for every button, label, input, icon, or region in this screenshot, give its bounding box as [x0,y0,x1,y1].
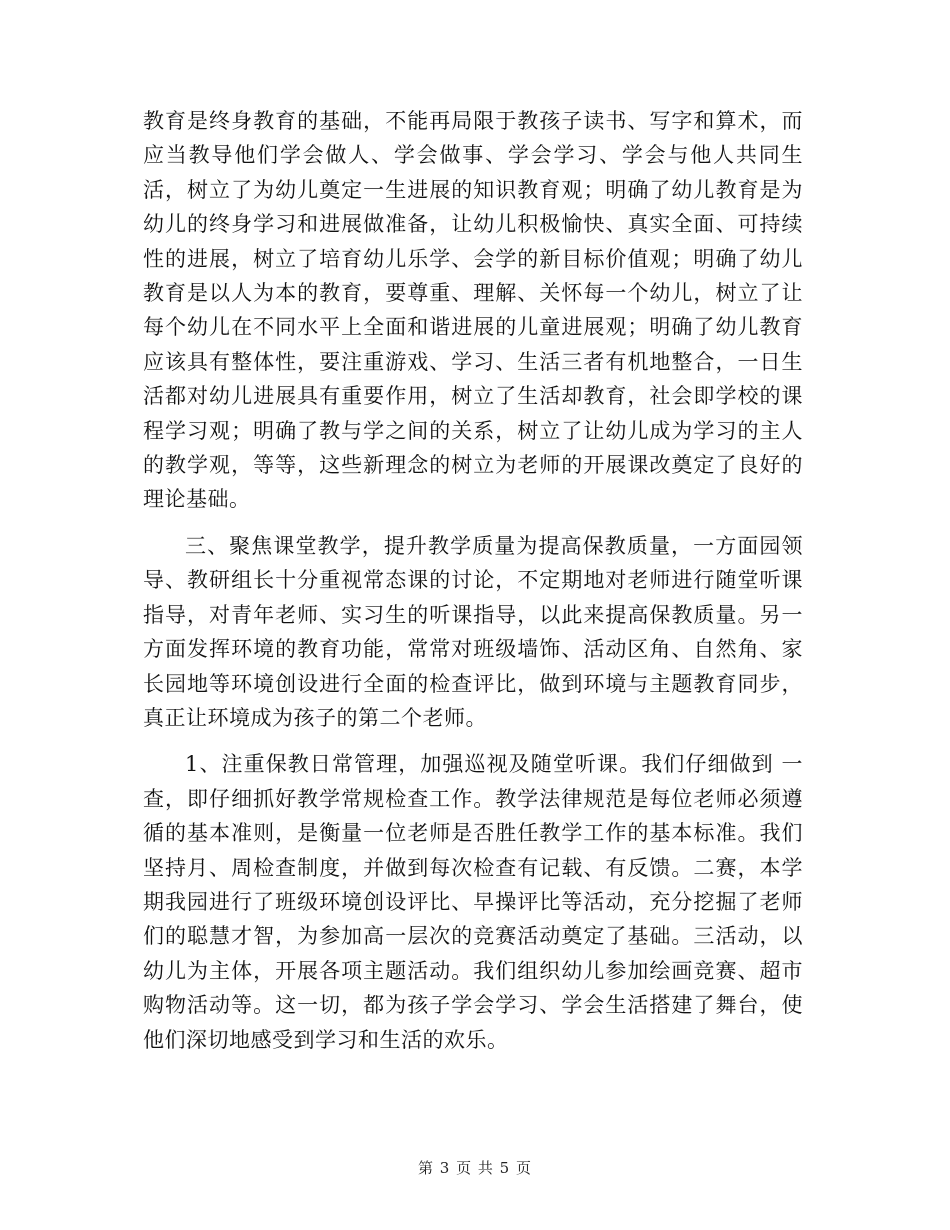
paragraph-item-one: 1、注重保教日常管理，加强巡视及随堂听课。我们仔细做到 一查，即仔细抓好教学常规检查工作。教学法律规范是每位老师必须遵循的基本准则，是衡量一位老师是否胜任教学工作的基本标准。我们坚持月、周检查制度，并做到每次检查有记载、有反馈。二赛，本学期我园进行了班级环境创设评比、早操评比等活动，充分挖掘了老师们的聪慧才智，为参加高一层次的竞赛活动奠定了基础。三活动，以幼儿为主体，开展各项主题活动。我们组织幼儿参加绘画竞赛、超市购物活动等。这一切，都为孩子学会学习、学会生活搭建了舞台，使他们深切地感受到学习和生活的欢乐。 [143,752,803,1052]
body-text [143,104,803,1057]
page-footer: 第 3 页 共 5 页 [418,1159,532,1177]
paragraph-continuation: 教育是终身教育的基础，不能再局限于教孩子读书、写字和算术，而应当教导他们学会做人、学会做事、学会学习、学会与他人共同生活，树立了为幼儿奠定一生进展的知识教育观；明确了幼儿教育是为幼儿的终身学习和进展做准备，让幼儿积极愉快、真实全面、可持续性的进展，树立了培育幼儿乐学、会学的新目标价值观；明确了幼儿教育是以人为本的教育，要尊重、理解、关怀每一个幼儿，树立了让每个幼儿在不同水平上全面和谐进展的儿童进展观；明确了幼儿教育应该具有整体性，要注重游戏、学习、生活三者有机地整合，一日生活都对幼儿进展具有重要作用，树立了生活却教育，社会即学校的课程学习观；明确了教与学之间的关系，树立了让幼儿成为学习的主人的教学观，等等，这些新理念的树立为老师的开展课改奠定了良好的理论基础。 [143,109,803,512]
paragraph-section-three: 三、聚焦课堂教学，提升教学质量为提高保教质量，一方面园领导、教研组长十分重视常态课的讨论，不定期地对老师进行随堂听课指导，对青年老师、实习生的听课指导，以此来提高保教质量。另一方面发挥环境的教育功能，常常对班级墙饰、活动区角、自然角、家长园地等环境创设进行全面的检查评比，做到环境与主题教育同步，真正让环境成为孩子的第二个老师。 [143,533,803,730]
